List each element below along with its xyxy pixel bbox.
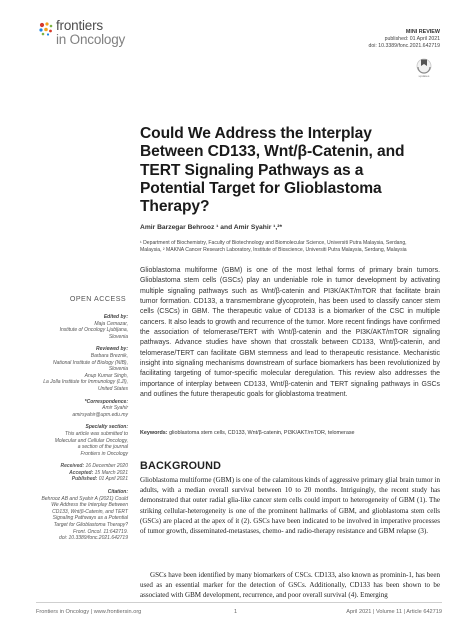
citation-line: We Address the Interplay Between — [51, 502, 128, 509]
section-heading: BACKGROUND — [140, 460, 222, 472]
frontiers-logo-icon — [38, 21, 54, 37]
reviewer-line: United States — [97, 385, 128, 392]
footer-issue-info: April 2021 | Volume 11 | Article 642719 — [346, 609, 442, 615]
citation-doi[interactable]: doi: 10.3389/fonc.2021.642719 — [59, 535, 128, 542]
reviewer-line: La Jolla Institute for Immunology (LJI), — [43, 379, 128, 386]
affiliation-line: Malaysia, ² MAKNA Cancer Research Laboratory, Institute of Bioscience, Universiti Putra Malaysia, Serdang, Malaysia — [140, 247, 407, 254]
citation-line: CD133, Wnt/β-Catenin, and TERT — [52, 508, 128, 515]
reviewer-line: Barbara Breznik, — [90, 352, 128, 359]
published-date: published: 01 April 2021 — [384, 36, 440, 42]
footer-divider — [36, 602, 442, 603]
reviewer-line: Anup Kumar Singh, — [84, 372, 128, 379]
published-date-sidebar: Published: 01 April 2021 — [71, 476, 128, 483]
citation-line: Behrooz AB and Syahir A (2021) Could — [41, 495, 128, 502]
reviewer-line: Slovenia — [108, 366, 128, 373]
specialty-line: Frontiers in Oncology — [80, 450, 128, 457]
page-number: 1 — [234, 609, 238, 615]
citation-label: Citation: — [107, 489, 128, 496]
footer-journal-link[interactable]: Frontiers in Oncology | www.frontiersin.org — [36, 609, 142, 615]
citation-line: Signaling Pathways as a Potential — [52, 515, 128, 522]
article-type: MINI REVIEW — [405, 29, 440, 35]
reviewer-line: National Institute of Biology (NIB), — [52, 359, 128, 366]
keywords — [140, 430, 440, 436]
check-for-updates-icon[interactable] — [415, 58, 433, 78]
journal-name: frontiers — [56, 18, 103, 33]
svg-text:updates: updates — [418, 74, 430, 78]
received-date: Received: 16 December 2020 — [60, 463, 128, 470]
article-info-sidebar — [20, 308, 128, 542]
citation-line: Target for Glioblastoma Therapy? — [53, 522, 128, 529]
affiliation-line: ¹ Department of Biochemistry, Faculty of Biotechnology and Biomolecular Science, Universiti Putra Malaysia, Serdang, — [140, 240, 407, 246]
reviewed-by-label: Reviewed by: — [96, 346, 128, 353]
specialty-line: a section of the journal — [77, 444, 128, 451]
body-paragraph: GSCs have been identified by many biomarkers of CSCs. CD133, also known as prominin-1, has been used as an essential marker for the detection of GSCs. Additionally, CD133 has been shown to be associated with GBM development, recurrence, and poor overall survival (4). Emerging — [140, 571, 440, 600]
author-list: Amir Barzegar Behrooz ¹ and Amir Syahir ¹,²* — [140, 224, 283, 231]
editor-line: Institute of Oncology Ljubljana, — [59, 327, 128, 334]
doi[interactable]: doi: 10.3389/fonc.2021.642719 — [368, 43, 440, 49]
specialty-line: Molecular and Cellular Oncology, — [54, 437, 128, 444]
open-access-label: OPEN ACCESS — [69, 295, 127, 303]
accepted-date: Accepted: 15 March 2021 — [69, 469, 128, 476]
journal-logo[interactable] — [38, 18, 158, 58]
keywords-list: glioblastoma stem cells, CD133, Wnt/β-catenin, PI3K/AKT/mTOR, telomerase — [169, 430, 355, 436]
specialty-line: This article was submitted to — [64, 430, 128, 437]
journal-subtitle: in Oncology — [56, 32, 126, 47]
abstract: Glioblastoma multiforme (GBM) is one of the most lethal forms of primary brain tumors. Glioblastoma stem cells (GSCs) play an undeniable role in tumor development by activating multiple signaling pathways such as Wnt/β-catenin and PI3K/AKT/mTOR that facilitate brain tumor formation. CD133, a transmembrane glycoprotein, has been used to classify cancer stem cells (CSCs) in GBM. The therapeutic value of CD133 is a biomarker of the CSC in multiple cancers. It also leads to growth and recurrence of the tumor. More recent findings have confirmed the association of telomerase/TERT with Wnt/β-catenin and the PI3K/AKT/mTOR signaling pathways. Advance studies have shown that crosstalk between CD133, Wnt/β-catenin, and telomerase/TERT can facilitate GBM stemness and lead to therapeutic resistance. Mechanistic insight into signaling mechanisms downstream of surface biomarkers has been revolutionized by facilitating targeting of tumor-specific molecular deregulation. This review also addresses the importance of interplay between CD133, Wnt/β-catenin and TERT signaling pathways in GSCs and outlines the future therapeutic goals for glioblastoma treatment. — [140, 267, 440, 399]
article-title: Could We Address the Interplay Between CD133, Wnt/β-Catenin, and TERT Signaling Pathways as a Potential Target for Glioblastoma Therapy? — [140, 125, 405, 216]
correspondence-name: Amir Syahir — [102, 405, 128, 412]
editor-line: Slovenia — [108, 333, 128, 340]
editor-line: Maja Cemazar, — [94, 320, 128, 327]
article-meta — [368, 29, 440, 50]
affiliations — [140, 240, 440, 254]
keywords-label: Keywords: — [140, 430, 168, 436]
body-paragraph: Glioblastoma multiforme (GBM) is one of the calamitous kinds of aggressive primary glial brain tumor in adults, with a median overall survival between 10 to 20 months. Intriguingly, the recent study has demonstrated that outer radial glia-like cancer stem cells could import to heterogeneity of GBM (1). The striking cellular-heterogeneity is one of the prominent hallmarks of GBM, and glioblastoma stem cells (GSCs) are placed at the apex of it (2). GSCs have been indicated to be involved in imperative processes of tumor growth, disseminated-metastases, chemo- and radio-therapy resistance and GBM relapse (3). — [140, 476, 440, 536]
specialty-label: Specialty section: — [85, 424, 128, 431]
correspondence-email[interactable]: amirsyahir@upm.edu.my — [72, 411, 128, 418]
citation-line: Front. Oncol. 11:642719. — [73, 528, 128, 535]
edited-by-label: Edited by: — [103, 314, 128, 320]
correspondence-label: *Correspondence: — [84, 398, 128, 405]
